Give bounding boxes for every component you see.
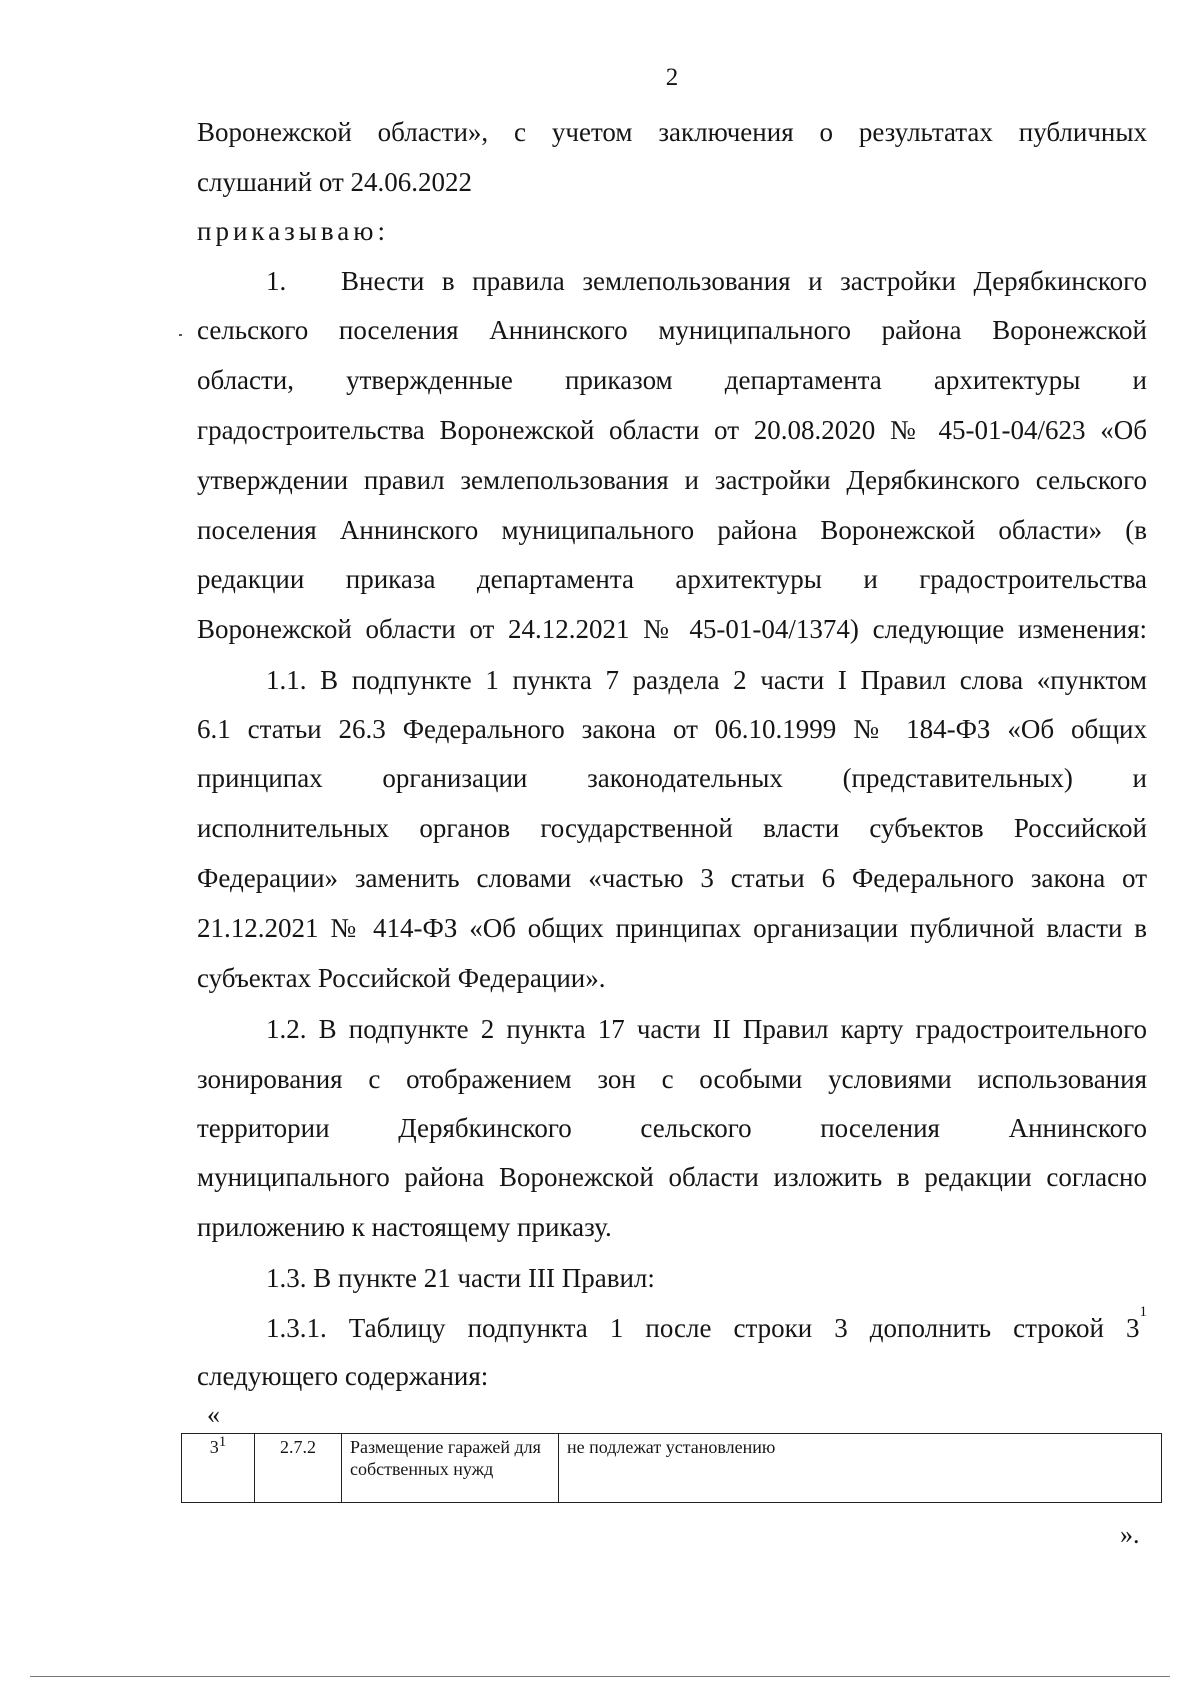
quote-open: « — [207, 1400, 220, 1429]
text-line: 1.1. В подпункте 1 пункта 7 раздела 2 части I Правил слова «пунктом — [266, 665, 1147, 695]
table-row — [182, 1434, 1162, 1503]
name-cell: Размещение гаражей для собственных нужд — [342, 1434, 559, 1503]
superscript: 1 — [218, 1434, 227, 1450]
text-line: зонирования с отображением зон с особыми условиями использования — [197, 1064, 1147, 1094]
text-line: поселения Аннинского муниципального района Воронежской области» (в — [197, 515, 1147, 545]
value-cell: не подлежат установлению — [559, 1434, 1162, 1503]
text-line: области, утвержденные приказом департамента архитектуры и — [197, 365, 1147, 395]
page-number: 2 — [665, 64, 679, 91]
text-line: Внести в правила землепользования и застройки Дерябкинского — [341, 266, 1147, 296]
text-line: Федерации» заменить словами «частью 3 статьи 6 Федерального закона от — [197, 863, 1147, 893]
order-word: приказываю: — [197, 216, 389, 246]
row-number-cell: $3^1$ — [182, 1434, 255, 1503]
text-line-main: 1.3.1. Таблицу подпункта 1 после строки 3 дополнить строкой 3 — [266, 1313, 1140, 1343]
text-line: приложению к настоящему приказу. — [197, 1212, 612, 1242]
quote-close: ». — [1120, 1520, 1140, 1549]
text-line: принципах организации законодательных (представительных) и — [197, 763, 1147, 793]
text-line: утверждении правил землепользования и застройки Дерябкинского сельского — [197, 465, 1147, 495]
text-line: исполнительных органов государственной власти субъектов Российской — [197, 813, 1147, 843]
text-line: Воронежской области», с учетом заключения о результатах публичных — [197, 117, 1147, 147]
inserted-table — [181, 1433, 1162, 1503]
bottom-rule — [30, 1676, 1170, 1677]
superscript: 1 — [1139, 1304, 1147, 1320]
text-line: сельского поселения Аннинского муниципального района Воронежской — [197, 315, 1147, 345]
text-line: 1.3. В пункте 21 части III Правил: — [266, 1263, 655, 1293]
text-line: 1.2. В подпункте 2 пункта 17 части II Правил карту градостроительного — [266, 1014, 1147, 1044]
margin-mark — [179, 334, 182, 336]
text-line: субъектах Российской Федерации». — [197, 963, 606, 993]
text-line: Воронежской области от 24.12.2021 № 45-01-04/1374) следующие изменения: — [197, 614, 1147, 644]
text-line: градостроительства Воронежской области от 20.08.2020 № 45-01-04/623 «Об — [197, 415, 1147, 445]
code-cell: 2.7.2 — [255, 1434, 342, 1503]
text-line: 6.1 статьи 26.3 Федерального закона от 06.10.1999 № 184-ФЗ «Об общих — [197, 714, 1147, 744]
text-line: следующего содержания: — [197, 1361, 489, 1391]
text-line: территории Дерябкинского сельского поселения Аннинского — [197, 1113, 1147, 1143]
text-line — [266, 1304, 1147, 1344]
text-line: редакции приказа департамента архитектуры и градостроительства — [197, 564, 1147, 594]
text-line: 21.12.2021 № 414-ФЗ «Об общих принципах организации публичной власти в — [197, 913, 1147, 943]
text-line: слушаний от 24.06.2022 — [197, 167, 473, 197]
item-number: 1. — [266, 266, 287, 296]
text-line: муниципального района Воронежской области изложить в редакции согласно — [197, 1162, 1147, 1192]
